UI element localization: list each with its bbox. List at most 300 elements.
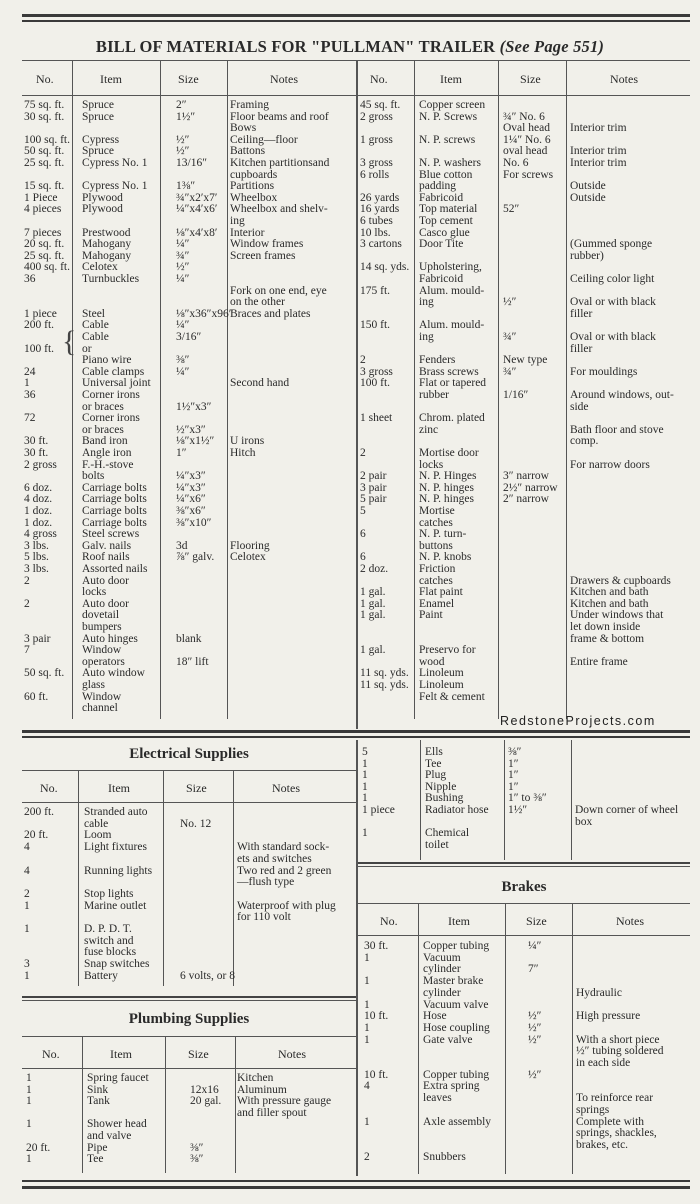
cell-notes: Interior trim [570,145,627,158]
cell-item: cable [84,817,109,830]
cell-item: Door Tite [419,238,464,251]
cell-no: 2 [360,447,366,459]
cell-no: 1 [362,827,368,840]
col-line [420,740,421,860]
cell-size: ¼″x6″ [176,493,206,506]
cell-notes: Flooring [230,539,270,552]
cell-no: 1 gross [360,133,393,146]
cell-item: zinc [419,423,439,436]
col-line [82,1037,83,1173]
cell-size: ½″ [528,1068,542,1081]
cell-item: Spring faucet [87,1072,149,1084]
cell-notes: Bath floor and stove [570,423,664,436]
cell-notes: and filler spout [237,1106,307,1119]
col-line [163,771,164,986]
header-no: No. [370,72,388,86]
cell-size: 1¼″ No. 6 [503,133,551,146]
cell-item: rubber [419,389,450,401]
cell-item: ing [419,296,434,309]
col-line [78,771,79,986]
col-line [571,740,572,860]
cell-item: Roof nails [82,551,130,564]
cell-size: ⅜″ [190,1153,204,1166]
cell-no: 30 ft. [24,447,49,459]
cell-item: Copper screen [419,99,486,111]
cell-size: 13/16″ [176,157,207,169]
cell-notes: Framing [230,99,269,111]
cell-size: ¼″ [176,238,190,251]
cell-notes: For narrow doors [570,458,650,471]
cell-item: Upholstering, [419,261,482,274]
col-line [165,1037,166,1173]
cell-no: 1 [364,1115,370,1128]
cell-item: Copper tubing [423,940,490,952]
cell-size: 1″ to ⅜″ [508,792,547,805]
cell-item: Vacuum [423,951,461,964]
cell-notes: Entire frame [570,655,628,668]
cell-size: 20 gal. [190,1095,222,1108]
cell-item: Blue cotton [419,168,473,181]
brakes-title: Brakes [501,879,547,895]
cell-item: Axle assembly [423,1115,492,1128]
col-line [72,61,73,719]
cell-notes: For mouldings [570,365,638,378]
cell-no: 25 sq. ft. [24,249,65,262]
cell-size: 1″ [508,757,519,770]
cell-item: Cable [82,319,109,332]
cell-size: blank [176,632,202,645]
watermark: RedstoneProjects.com [500,714,656,728]
cell-item: Piano wire [82,354,132,367]
lower-divider [356,740,358,1176]
cell-size: 2″ [176,99,187,111]
cell-item: or [82,342,92,355]
cell-notes: brakes, etc. [576,1138,629,1151]
cell-size: 6 volts, or 8 [180,969,235,982]
cell-no: 1 doz. [24,505,53,517]
cell-size: oval head [503,145,548,158]
cell-item: Top cement [419,215,473,227]
cell-size: ¼″x3″ [176,470,206,483]
cell-item: Snubbers [423,1150,466,1163]
cell-notes: Kitchen [237,1072,274,1084]
header-size: Size [520,72,541,86]
cell-size: 1″ [508,780,519,793]
cell-size: 7″ [528,963,539,976]
section-rule-thin [358,866,690,867]
cell-item: Assorted nails [82,563,148,575]
cell-item: N. P. Hinges [419,470,477,483]
header-no: No. [380,914,398,928]
cell-size: Oval head [503,122,550,135]
cell-size: ⅜″ [508,746,522,758]
cell-item: N. P. Screws [419,110,478,123]
cell-notes: on the other [230,296,285,309]
cell-item: Ells [425,746,443,758]
cell-size: ½″ [176,133,190,146]
cell-notes: Complete with [576,1115,645,1128]
cell-size: 1½″ [508,804,528,816]
cell-size: ⅜″x6″ [176,505,206,517]
mid-rule-thin [22,736,690,738]
cell-notes: (Gummed sponge [570,238,653,251]
cell-notes: filler [570,307,593,320]
cell-no: 6 tubes [360,215,393,227]
header-size: Size [178,72,199,86]
electrical-header-line [22,802,356,803]
cell-no: 50 sq. ft. [24,667,65,680]
cell-size: 1″ [176,447,187,459]
cell-no: 2 [24,887,30,900]
header-item: Item [100,72,122,86]
cell-item: Running lights [84,864,153,877]
electrical-title: Electrical Supplies [129,746,249,762]
cell-notes: box [575,815,593,828]
cell-item: locks [419,458,444,471]
cell-item: Spruce [82,110,114,123]
cell-no: 3 gross [360,365,393,378]
cell-item: Window [82,690,122,703]
cell-no: 30 ft. [24,435,49,448]
cell-notes: ing [230,215,245,227]
cell-no: 2 [360,354,366,367]
cell-notes: Aluminum [237,1083,287,1096]
plumbing-title: Plumbing Supplies [128,1011,250,1027]
header-notes: Notes [278,1047,306,1061]
cell-item: Plywood [82,203,123,216]
cell-item: Marine outlet [84,899,147,912]
cell-notes: Kitchen and bath [570,597,649,610]
cell-notes: Oval or with black [570,296,656,309]
cell-notes: With pressure gauge [237,1095,332,1108]
cell-item: cylinder [423,963,461,976]
cell-no: 30 ft. [364,940,389,952]
cell-no: 2 gross [24,458,57,471]
cell-no: 100 ft. [24,342,55,355]
cell-item: Celotex [82,261,118,274]
header-no: No. [40,781,58,795]
mid-rule [22,730,690,733]
cell-no: 1 [362,780,368,793]
cell-notes: comp. [570,435,599,448]
cell-size: ¾″ [176,249,190,262]
cell-item: Battery [84,969,118,982]
header-item: Item [448,914,470,928]
cell-size: ¼″ [176,365,190,378]
cell-no: 10 lbs. [360,226,391,239]
cell-notes: Around windows, out- [570,389,674,401]
cell-notes: springs [576,1103,610,1116]
cell-size: 1½″ [176,110,196,123]
cell-no: 75 sq. ft. [24,99,65,111]
cell-notes: Partitions [230,180,275,193]
plumbing-title-line [22,1036,356,1037]
col-line [160,61,161,719]
cell-no: 1 [26,1083,32,1096]
cell-item: F.-H.-stove [82,458,134,471]
cell-notes: With a short piece [576,1033,660,1046]
cell-item: or braces [82,423,124,436]
cell-no: 4 doz. [24,493,53,506]
cell-item: leaves [423,1092,452,1105]
cell-item: Prestwood [82,226,131,239]
cell-size: ¾″ [503,331,517,343]
cell-no: 60 ft. [24,690,49,703]
cell-size: ¾″x2′x7′ [176,191,218,204]
top-rule [22,14,690,17]
header-notes: Notes [270,72,298,86]
cell-item: Nipple [425,780,457,793]
cell-size: ⅜″x10″ [176,516,212,529]
cell-item: Stranded auto [84,806,148,818]
cell-item: Fabricoid [419,273,464,285]
cell-size: ¼″ [528,940,542,952]
cell-no: 1 [24,969,30,982]
cell-no: 1 [26,1072,32,1084]
cell-size: ½″ [503,296,517,309]
cell-item: Enamel [419,597,455,610]
cell-item: toilet [425,838,449,851]
cell-item: Mahogany [82,238,132,251]
cell-notes: filler [570,342,593,355]
cell-size: ¾″ No. 6 [503,110,545,123]
cell-no: 100 ft. [360,377,391,390]
header-notes: Notes [610,72,638,86]
cell-item: Spruce [82,145,114,158]
cell-item: Plug [425,769,447,782]
header-notes: Notes [272,781,300,795]
cell-no: 2 pair [360,470,387,483]
cell-item: Casco glue [419,226,470,239]
cell-no: 1 [364,975,370,988]
cell-notes: Kitchen partitionsand [230,157,330,169]
cell-notes: Bows [230,122,257,135]
cell-item: Felt & cement [419,690,485,703]
cell-no: 1 gal. [360,597,386,610]
cell-no: 20 ft. [24,829,49,842]
cell-notes [237,807,240,818]
cell-size: ¼″x4′x6′ [176,203,218,216]
cell-item: D. P. D. T. [84,923,132,935]
cell-no: 1 [362,792,368,805]
cell-no: 4 gross [24,528,57,541]
cell-notes: in each side [576,1057,631,1069]
cell-no: 1 [364,1021,370,1034]
cell-item: or braces [82,400,124,413]
cell-notes: Second hand [230,377,290,390]
cell-item: Carriage bolts [82,505,147,517]
cell-size: 1⅜″ [176,180,196,193]
cell-notes: Oval or with black [570,331,656,343]
cell-size: For screws [503,168,554,181]
cell-no: 1 [362,769,368,782]
cell-item: Fenders [419,354,456,367]
cell-size: 18″ lift [176,655,209,668]
cell-item: Flat paint [419,586,463,599]
cell-notes: rubber) [570,249,604,262]
cell-item: Friction [419,563,456,575]
cell-item: N. P. hinges [419,493,474,506]
cell-size: ⅛″x36″x96″ [176,307,234,320]
cell-no: 1 [364,998,370,1011]
cell-item: fuse blocks [84,946,137,959]
cell-no: 1 Piece [24,191,58,204]
cell-notes: springs, shackles, [576,1127,657,1140]
cell-item: dovetail [82,609,120,622]
cell-notes: Waterproof with plug [237,899,336,912]
cell-no: 1 piece [362,804,395,816]
cell-item: Tank [87,1095,110,1108]
cell-notes: Celotex [230,551,266,564]
header-size: Size [186,781,207,795]
cell-no: 4 pieces [24,203,62,216]
cell-no: 1 [24,377,30,390]
cell-size: ½″ [528,1010,542,1023]
cell-no: 1 [24,923,30,935]
cell-no: 3 gross [360,157,393,169]
cell-size: No. 12 [180,817,212,830]
cell-no: 2 [24,574,30,587]
cell-notes: Interior [230,226,265,239]
cell-item: bumpers [82,621,122,633]
cell-notes: cupboards [230,168,278,181]
cell-no: 2 doz. [360,563,389,575]
cell-no: 1 [26,1118,32,1131]
cell-no: 36 [24,273,36,285]
bottom-rule-thin [22,1180,690,1182]
cell-no: 1 gal. [360,609,386,622]
cell-item: Hose coupling [423,1021,490,1034]
cell-no: 26 yards [360,191,400,204]
cell-item: cylinder [423,986,461,999]
header-no: No. [42,1047,60,1061]
cell-no: 5 [360,505,366,517]
header-item: Item [440,72,462,86]
cell-no: 4 [364,1080,370,1093]
cell-notes: Battons [230,145,266,158]
cell-size: 1½″x3″ [176,400,212,413]
cell-item: Linoleum [419,679,464,691]
plumbing-header-line [22,1068,356,1069]
cell-item: Cypress [82,133,120,146]
cell-size: 2″ narrow [503,493,549,506]
cell-item: channel [82,702,118,715]
header-size: Size [526,914,547,928]
cell-item: Auto door [82,597,129,610]
cell-item: catches [419,574,453,587]
bottom-rule [22,1186,690,1189]
cell-size: ½″ [528,1033,542,1046]
cell-no: 5 lbs. [24,551,49,564]
cell-size: ¼″ [176,273,190,285]
cell-no: 72 [24,412,36,425]
cell-notes: Ceiling—floor [230,133,298,146]
header-item: Item [108,781,130,795]
cell-notes: Screen frames [230,249,296,262]
cell-item: Plywood [82,191,123,204]
col-line [233,771,234,986]
cell-notes: Kitchen and bath [570,586,649,599]
cell-item: Hose [423,1010,447,1023]
cell-notes: Window frames [230,238,304,251]
cell-no: 7 pieces [24,226,62,239]
cell-no: 20 sq. ft. [24,238,65,251]
cell-no: 24 [24,365,36,378]
cell-size: ½″ [176,261,190,274]
cell-item: Mortise door [419,447,479,459]
cell-no: 3 cartons [360,238,402,251]
cell-no: 200 ft. [24,806,55,818]
cell-item: locks [82,586,107,599]
cell-size: ⅜″ [190,1141,204,1154]
cell-item: Tee [87,1153,104,1166]
col-line [505,904,506,1174]
col-line [498,61,499,719]
cell-item: Corner irons [82,389,140,401]
cell-notes: Interior trim [570,157,627,169]
cell-item: Window [82,644,122,657]
cell-item: Paint [419,609,443,622]
cell-item: Carriage bolts [82,481,147,494]
cell-size: 2½″ narrow [503,481,558,494]
cell-no: 30 sq. ft. [24,110,65,123]
cell-item: switch and [84,934,134,947]
cell-notes: Fork on one end, eye [230,284,327,297]
cell-notes: Drawers & cupboards [570,574,671,587]
cell-item: Radiator hose [425,804,489,816]
cell-item: Cable [82,331,109,343]
cell-item: N. P. washers [419,157,481,169]
cell-item: operators [82,655,125,668]
cell-item: N. P. knobs [419,551,472,564]
cell-item: buttons [419,539,453,552]
cell-item: and valve [87,1130,132,1142]
cell-item: Spruce [82,99,114,111]
cell-size: 1/16″ [503,389,529,401]
cell-item: Preservo for [419,644,476,657]
cell-item: Tee [425,757,442,770]
cell-no: 14 sq. yds. [360,261,410,274]
cell-item: Stop lights [84,887,134,900]
cell-size: 52″ [503,203,520,216]
cell-item: catches [419,516,453,529]
cell-size: ½″ [528,1021,542,1034]
col-line [227,61,228,719]
cell-notes: Ceiling color light [570,273,655,285]
electrical-title-line [22,770,356,771]
cell-size: ¾″ [503,365,517,378]
cell-notes: Wheelbox [230,191,278,204]
cell-size: ½″x3″ [176,423,206,436]
cell-no: 1 [364,951,370,964]
cell-no: 1 [26,1095,32,1108]
cell-item: glass [82,679,105,691]
cell-item: Auto hinges [82,632,138,645]
cell-size: New type [503,354,548,367]
cell-item: N. P. turn- [419,528,467,541]
cell-item: Loom [84,829,112,842]
cell-size: No. 6 [503,157,529,169]
cell-no: 1 piece [24,307,57,320]
cell-item: Flat or tapered [419,377,487,390]
col-line [418,904,419,1174]
brakes-title-line [358,903,690,904]
cell-item: Sink [87,1083,109,1096]
cell-item: Brass screws [419,365,479,378]
cell-no: 3 lbs. [24,563,49,575]
cell-no: 1 [364,1033,370,1046]
cell-no: 400 sq. ft. [24,261,70,274]
